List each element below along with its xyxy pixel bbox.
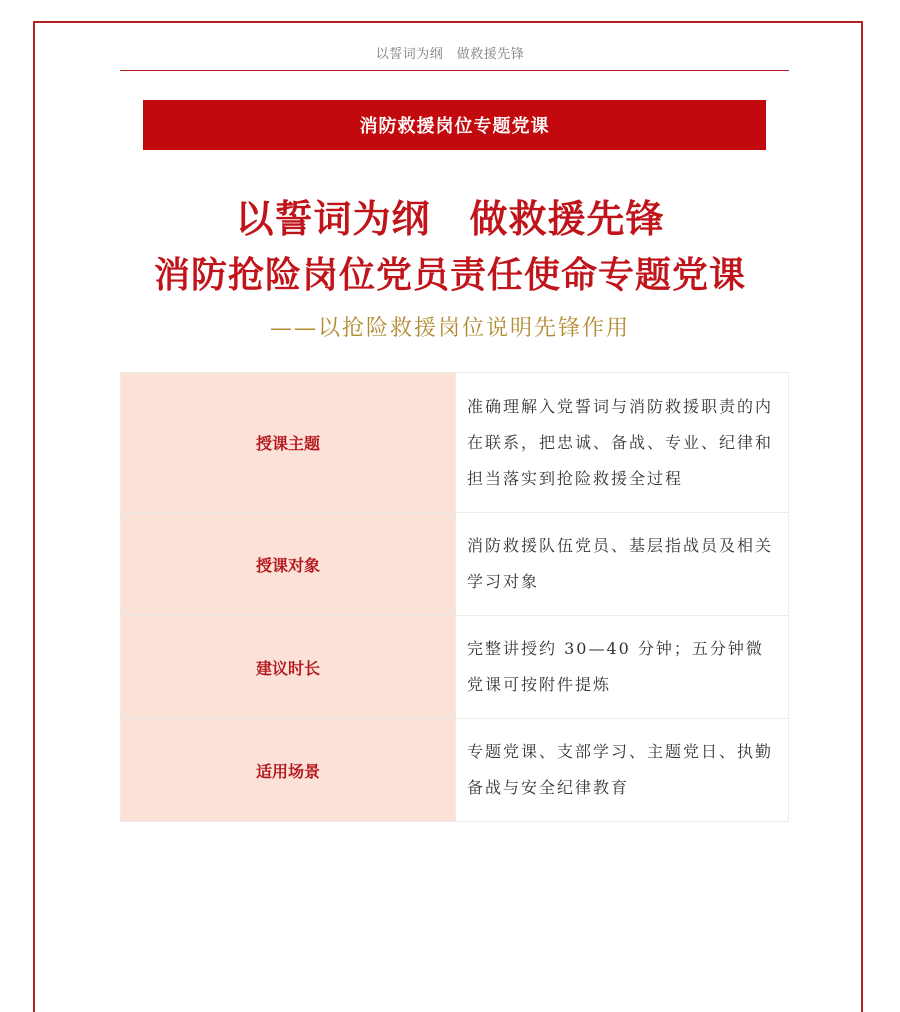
- table-row: [121, 719, 789, 822]
- table-row: [121, 616, 789, 719]
- table-row: [121, 513, 789, 616]
- subtitle: ——以抢险救援岗位说明先锋作用: [269, 316, 630, 341]
- section-banner: 消防救援岗位专题党课: [143, 100, 766, 150]
- row-label-scenario: 适用场景: [121, 719, 456, 822]
- header-rule: [120, 70, 789, 71]
- main-title-line-1: 以誓词为纲 做救援先锋: [235, 197, 665, 241]
- table-row: [121, 373, 789, 513]
- running-header: 以誓词为纲 做救援先锋: [375, 47, 525, 62]
- row-value-scenario: 专题党课、支部学习、主题党日、执勤备战与安全纪律教育: [456, 719, 789, 822]
- row-value-audience: 消防救援队伍党员、基层指战员及相关学习对象: [456, 513, 789, 616]
- row-label-audience: 授课对象: [121, 513, 456, 616]
- lesson-info-table: [120, 372, 789, 822]
- row-label-duration: 建议时长: [121, 616, 456, 719]
- row-value-duration: 完整讲授约 30—40 分钟；五分钟微党课可按附件提炼: [456, 616, 789, 719]
- row-label-topic: 授课主题: [121, 373, 456, 513]
- main-title-line-2: 消防抢险岗位党员责任使命专题党课: [153, 255, 746, 296]
- row-value-topic: 准确理解入党誓词与消防救援职责的内在联系，把忠诚、备战、专业、纪律和担当落实到抢险救援全过程: [456, 373, 789, 513]
